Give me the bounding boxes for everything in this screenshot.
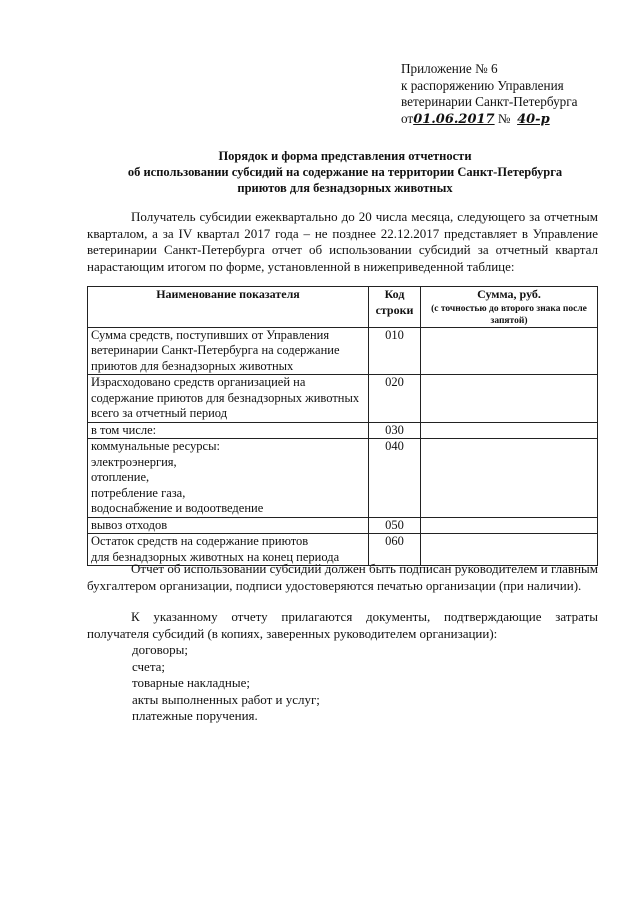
list-item: акты выполненных работ и услуг; [132,691,320,707]
row-name: Сумма средств, поступивших от Управления ветеринарии Санкт-Петербурга на содержание приютов для безнадзорных животных [88,327,369,375]
row-sum [421,517,598,534]
appendix-header [401,61,578,128]
signature-text: Отчет об использовании субсидий должен быть подписан руководителем и главным бухгалтером организации, подписи удостоверяются печатью организации (при наличии). [87,561,598,593]
list-item: счета; [132,658,166,674]
list-item: товарные накладные; [132,675,250,690]
document-title [60,148,630,196]
title-line: об использовании субсидий на содержание на территории Санкт-Петербурга [127,165,563,179]
table-row [88,327,598,375]
table-row [88,375,598,423]
appendix-line: ветеринарии Санкт-Петербурга [401,94,578,109]
handwritten-number: 40-р [517,111,550,127]
handwritten-date: 01.06.2017 [413,111,495,127]
title-line: Порядок и форма представления отчетности [218,149,472,163]
number-label: № [497,110,511,126]
table-row [88,422,598,439]
intro-text: Получатель субсидии ежеквартально до 20 числа месяца, следующего за отчетным кварталом, а за IV квартал 2017 года – не позднее 22.12.2017 представляет в Управление ветеринарии Санкт-Петербурга отчет об использовании субсидий за отчетный квартал нарастающим итогом по форме, установленной в нижеприведенной таблице: [87,209,598,274]
header-sum [421,287,598,328]
header-sum-label: Сумма, руб. [477,287,541,301]
table-row [88,439,598,518]
header-name: Наименование показателя [88,287,369,328]
row-name: вывоз отходов [88,517,369,534]
row-sum [421,327,598,375]
row-sum [421,422,598,439]
row-name: в том числе: [88,422,369,439]
list-item: платежные поручения. [132,708,258,723]
row-name: Израсходовано средств организацией на содержание приютов для безнадзорных животных всего за отчетный период [88,375,369,423]
documents-list [132,642,320,725]
attachments-text: К указанному отчету прилагаются документы, подтверждающие затраты получателя субсидий (в копиях, заверенных руководителем организации): [87,609,598,641]
row-code: 030 [369,422,421,439]
row-code: 020 [369,375,421,423]
report-table [87,286,598,566]
row-code: 040 [369,439,421,518]
row-sum [421,375,598,423]
table-header-row [88,287,598,328]
signature-paragraph [87,561,598,594]
from-label: от [401,110,414,126]
header-code: Код строки [369,287,421,328]
title-line: приютов для безнадзорных животных [237,181,453,195]
appendix-date-line [401,111,578,129]
row-name: коммунальные ресурсы: электроэнергия, отопление, потребление газа, водоснабжение и водоотведение [88,439,369,518]
appendix-number: Приложение № 6 [401,61,498,76]
row-code: 060 [369,534,421,566]
appendix-line: к распоряжению Управления [401,77,564,93]
row-sum [421,439,598,518]
attachments-paragraph [87,609,598,642]
header-sum-note: (с точностью до второго знака после запятой) [431,303,587,326]
list-item: договоры; [132,642,189,657]
intro-paragraph [87,209,598,275]
row-code: 010 [369,327,421,375]
row-name: Остаток средств на содержание приютов для безнадзорных животных на конец периода [88,534,369,566]
row-code: 050 [369,517,421,534]
table-row [88,517,598,534]
